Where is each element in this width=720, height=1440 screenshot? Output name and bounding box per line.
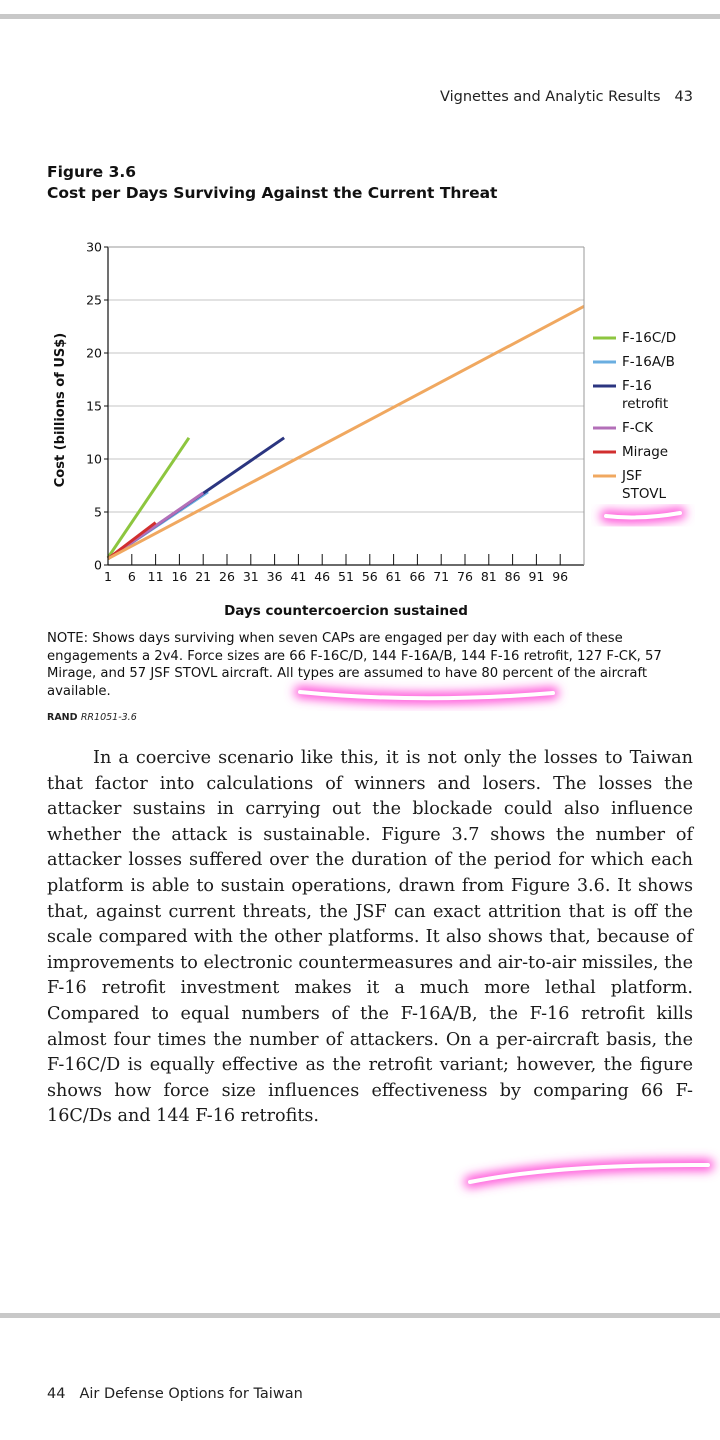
y-tick-label-10: 10 (86, 451, 102, 467)
x-tick-label-31: 31 (242, 569, 259, 584)
source-id: RR1051-3.6 (80, 712, 137, 723)
chart-x-axis-label: Days countercoercion sustained (224, 603, 468, 619)
legend-label-f-16c-d: F-16C/D (622, 330, 677, 346)
running-header (440, 89, 693, 105)
x-tick-label-26: 26 (219, 569, 235, 584)
chart-x-tick-labels (104, 569, 568, 584)
chart-y-axis-label: Cost (billions of US$) (53, 332, 68, 488)
source-prefix: RAND (47, 712, 78, 723)
legend-label-f-16-retrofit: F-16 retrofit (622, 378, 669, 412)
footer-page-number: 44 (47, 1386, 66, 1402)
legend-label-f-ck: F-CK (622, 420, 653, 436)
legend-label-f-16a-b: F-16A/B (622, 354, 675, 370)
header-page-number: 43 (674, 89, 693, 105)
legend-item-jsf-stovl (593, 468, 666, 502)
x-tick-label-16: 16 (171, 569, 188, 584)
chart-series-lines (108, 306, 584, 558)
page-break-divider (0, 1313, 720, 1318)
running-header-title: Vignettes and Analytic Results (440, 89, 661, 105)
x-tick-label-76: 76 (457, 569, 473, 584)
x-tick-label-21: 21 (195, 569, 212, 584)
x-tick-label-6: 6 (127, 569, 136, 584)
top-page-divider (0, 14, 720, 19)
footer-book-title: Air Defense Options for Taiwan (79, 1386, 303, 1402)
y-tick-label-30: 30 (86, 239, 102, 255)
y-tick-label-15: 15 (86, 398, 102, 414)
x-tick-label-61: 61 (385, 569, 402, 584)
x-tick-label-86: 86 (504, 569, 521, 584)
x-tick-label-56: 56 (361, 569, 378, 584)
y-tick-label-20: 20 (86, 345, 102, 361)
x-tick-label-46: 46 (314, 569, 331, 584)
figure-note: NOTE: Shows days surviving when seven CAPs are engaged per day with each of these engagements a 2v4. Force sizes are 66 F-16C/D, 144 F-16A/B, 144 F-16 retrofit, 127 F-CK, 57 Mirage, and 57 JSF STOVL aircraft. All types are assumed to have 80 percent of the aircraft available. (47, 631, 662, 699)
legend-item-f-16-retrofit (593, 378, 668, 412)
x-tick-label-81: 81 (480, 569, 497, 584)
series-line-jsf-stovl (108, 306, 584, 558)
x-tick-label-51: 51 (338, 569, 354, 584)
legend-label-mirage: Mirage (622, 444, 669, 460)
legend-item-f-ck (593, 420, 654, 436)
chart-y-tick-labels (86, 240, 102, 573)
body-paragraph: In a coercive scenario like this, it is not only the losses to Taiwan that factor into calculations of winners and losers. The losses the attacker sustains in carrying out the blockade could also influence whether the attack is sustainable. Figure 3.7 shows the number of attacker losses suffered over the duration of the period for which each platform is able to sustain operations, drawn from Figure 3.6. It shows that, against current threats, the JSF can exact attrition that is off the scale compared with the other platforms. It also shows that, because of improvements to electronic countermeasures and air-to-air missiles, the F-16 retrofit investment makes it a much more lethal platform. Compared to equal numbers of the F-16A/B, the F-16 retrofit kills almost four times the number of attackers. On a per-aircraft basis, the F-16C/D is equally effective as the retrofit variant; however, the figure shows how force size influences effectiveness by comparing 66 F-16C/Ds and 144 F-16 retrofits. (47, 748, 693, 1127)
series-line-f-16c-d (108, 438, 189, 558)
y-tick-label-5: 5 (94, 504, 102, 520)
legend-label-jsf-stovl: JSF STOVL (622, 468, 666, 502)
chart-gridlines (108, 247, 584, 512)
y-tick-label-0: 0 (94, 557, 102, 573)
x-tick-label-11: 11 (147, 569, 164, 584)
x-tick-label-36: 36 (266, 569, 283, 584)
y-tick-label-25: 25 (86, 292, 102, 308)
cost-per-days-chart (0, 230, 720, 630)
chart-legend (593, 330, 676, 502)
x-tick-label-96: 96 (552, 569, 569, 584)
legend-item-f-16a-b (593, 354, 675, 370)
x-tick-label-41: 41 (290, 569, 307, 584)
page-footer (47, 1386, 303, 1402)
figure-source (47, 712, 137, 723)
highlight-body-mark (470, 1165, 708, 1182)
legend-item-f-16c-d (593, 330, 676, 346)
legend-item-mirage (593, 444, 668, 460)
x-tick-label-66: 66 (409, 569, 426, 584)
x-tick-label-91: 91 (528, 569, 545, 584)
x-tick-label-1: 1 (104, 569, 112, 584)
x-tick-label-71: 71 (433, 569, 450, 584)
figure-title: Cost per Days Surviving Against the Current Threat (47, 184, 498, 202)
figure-label: Figure 3.6 (47, 163, 137, 181)
